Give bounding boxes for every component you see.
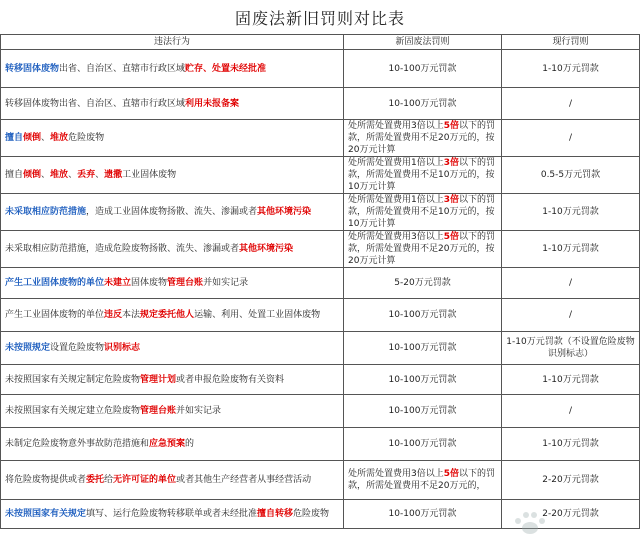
highlighted-text-segment: 违反 xyxy=(104,310,123,320)
current-penalty-cell: 2-20万元罚款 xyxy=(502,461,640,500)
table-row xyxy=(1,157,640,194)
table-row xyxy=(1,194,640,231)
new-penalty-cell: 10-100万元罚款 xyxy=(344,428,502,461)
highlighted-text-segment: 转移固体废物 xyxy=(5,63,60,74)
text-segment: 以下的罚款，所需处置费用不足10万元的，按10万元计算 xyxy=(348,195,496,229)
highlighted-text-segment: 遗撒 xyxy=(104,170,123,180)
current-penalty-cell: / xyxy=(502,299,640,332)
text-segment: 处所需处置费用3倍以上 xyxy=(348,232,444,242)
new-penalty-cell: 10-100万元罚款 xyxy=(344,299,502,332)
new-penalty-cell xyxy=(344,231,502,268)
text-segment: 、 xyxy=(41,133,51,143)
behavior-cell xyxy=(1,428,344,461)
behavior-cell xyxy=(1,157,344,194)
text-segment: 以下的罚款，所需处置费用不足20万元的， xyxy=(348,469,496,491)
highlighted-text-segment: 利用未报备案 xyxy=(185,98,240,109)
text-segment: 处所需处置费用3倍以上 xyxy=(348,469,444,479)
table-row xyxy=(1,299,640,332)
behavior-cell xyxy=(1,461,344,500)
highlighted-text-segment: 管理台账 xyxy=(140,406,177,416)
new-penalty-cell: 10-100万元罚款 xyxy=(344,395,502,428)
highlighted-text-segment: 倾倒 xyxy=(23,170,42,180)
highlighted-text-segment: 未按照规定 xyxy=(5,343,51,353)
text-segment: 固体废物 xyxy=(131,278,168,288)
text-segment: 将危险废物提供或者 xyxy=(5,475,87,485)
highlighted-text-segment: 无许可证的单位 xyxy=(113,475,177,485)
current-penalty-cell: / xyxy=(502,120,640,157)
text-segment: 或者申报危险废物有关资料 xyxy=(176,374,285,385)
behavior-cell xyxy=(1,299,344,332)
behavior-cell xyxy=(1,231,344,268)
text-segment: ，造成工业固体废物扬散、流失、渗漏或者 xyxy=(86,207,258,217)
behavior-cell xyxy=(1,395,344,428)
current-penalty-cell: 0.5-5万元罚款 xyxy=(502,157,640,194)
highlighted-text-segment: 规定委托他人 xyxy=(140,310,195,320)
text-segment: 未采取相应防范措施，造成危险废物扬散、流失、渗漏或者 xyxy=(5,244,240,254)
table-row xyxy=(1,332,640,365)
table-row xyxy=(1,461,640,500)
text-segment: 擅自 xyxy=(5,170,24,180)
highlighted-text-segment: 3倍 xyxy=(443,195,459,205)
text-segment: 以下的罚款，所需处置费用不足20万元的，按20万元计算 xyxy=(348,121,496,155)
text-segment: 处所需处置费用3倍以上 xyxy=(348,121,444,131)
highlighted-text-segment: 3倍 xyxy=(443,158,459,168)
text-segment: 以下的罚款，所需处置费用不足10万元的，按10万元计算 xyxy=(348,158,496,192)
text-segment: 、 xyxy=(68,170,78,180)
table-body xyxy=(1,50,640,529)
header-new-penalty: 新固废法罚则 xyxy=(344,35,502,50)
current-penalty-cell: / xyxy=(502,88,640,120)
new-penalty-cell: 5-20万元罚款 xyxy=(344,268,502,299)
baidu-watermark-logo xyxy=(506,501,626,539)
text-segment: 填写、运行危险废物转移联单或者未经批准 xyxy=(86,509,258,519)
highlighted-text-segment: 贮存、处置未经批准 xyxy=(185,63,267,74)
highlighted-text-segment: 未按照国家有关规定 xyxy=(5,509,87,519)
text-segment: 危险废物 xyxy=(68,133,105,143)
behavior-cell xyxy=(1,332,344,365)
current-penalty-cell: / xyxy=(502,268,640,299)
text-segment: 、 xyxy=(95,170,105,180)
table-row xyxy=(1,395,640,428)
table-row xyxy=(1,231,640,268)
text-segment: 转移固体废物出省、自治区、直辖市行政区域 xyxy=(5,98,186,109)
current-penalty-cell: 1-10万元罚款 xyxy=(502,50,640,88)
behavior-cell xyxy=(1,365,344,395)
current-penalty-cell: 1-10万元罚款 xyxy=(502,231,640,268)
highlighted-text-segment: 5倍 xyxy=(443,232,459,242)
header-behavior: 违法行为 xyxy=(1,35,344,50)
highlighted-text-segment: 未建立 xyxy=(104,278,132,288)
highlighted-text-segment: 其他环境污染 xyxy=(239,244,294,254)
highlighted-text-segment: 擅自 xyxy=(5,133,24,143)
current-penalty-cell: / xyxy=(502,395,640,428)
highlighted-text-segment: 未采取相应防范措施 xyxy=(5,207,87,217)
text-segment: 运输、利用、处置工业固体废物 xyxy=(194,310,321,320)
highlighted-text-segment: 擅自转移 xyxy=(257,509,294,519)
highlighted-text-segment: 5倍 xyxy=(443,469,459,479)
new-penalty-cell: 10-100万元罚款 xyxy=(344,365,502,395)
table-row xyxy=(1,120,640,157)
text-segment: 处所需处置费用1倍以上 xyxy=(348,158,444,168)
page-title: 固废法新旧罚则对比表 xyxy=(234,8,405,28)
table-header-row xyxy=(1,35,640,50)
current-penalty-cell: 1-10万元罚款 xyxy=(502,428,640,461)
text-segment: 、 xyxy=(41,170,51,180)
highlighted-text-segment: 识别标志 xyxy=(104,343,141,353)
text-segment: 以下的罚款，所需处置费用不足20万元的，按20万元计算 xyxy=(348,232,496,266)
text-segment: 的 xyxy=(185,439,195,449)
header-current-penalty: 现行罚则 xyxy=(502,35,640,50)
text-segment: 并如实记录 xyxy=(203,278,249,288)
highlighted-text-segment: 产生工业固体废物的单位 xyxy=(5,278,105,288)
highlighted-text-segment: 委托 xyxy=(86,475,105,485)
highlighted-text-segment: 应急预案 xyxy=(149,439,186,449)
behavior-cell xyxy=(1,50,344,88)
text-segment: 给 xyxy=(104,475,114,485)
highlighted-text-segment: 管理台账 xyxy=(167,278,204,288)
new-penalty-cell xyxy=(344,461,502,500)
behavior-cell xyxy=(1,120,344,157)
text-segment: 危险废物 xyxy=(293,509,330,519)
highlighted-text-segment: 丢弃 xyxy=(77,170,96,180)
behavior-cell xyxy=(1,194,344,231)
table-row xyxy=(1,50,640,88)
highlighted-text-segment: 倾倒 xyxy=(23,133,42,143)
text-segment: 未按照国家有关规定制定危险废物 xyxy=(5,374,141,385)
current-penalty-cell: 1-10万元罚款（不设置危险废物识别标志） xyxy=(502,332,640,365)
new-penalty-cell xyxy=(344,120,502,157)
new-penalty-cell: 10-100万元罚款 xyxy=(344,332,502,365)
penalty-comparison-table xyxy=(0,34,640,529)
text-segment: 处所需处置费用1倍以上 xyxy=(348,195,444,205)
behavior-cell xyxy=(1,88,344,120)
new-penalty-cell xyxy=(344,157,502,194)
current-penalty-cell: 1-10万元罚款 xyxy=(502,194,640,231)
text-segment: 产生工业固体废物的单位 xyxy=(5,310,105,320)
table-row xyxy=(1,428,640,461)
text-segment: 工业固体废物 xyxy=(122,170,177,180)
text-segment: 并如实记录 xyxy=(176,406,222,416)
highlighted-text-segment: 其他环境污染 xyxy=(257,207,312,217)
table-row xyxy=(1,268,640,299)
highlighted-text-segment: 堆放 xyxy=(50,170,69,180)
text-segment: 设置危险废物 xyxy=(50,343,105,353)
new-penalty-cell xyxy=(344,194,502,231)
new-penalty-cell: 10-100万元罚款 xyxy=(344,500,502,529)
highlighted-text-segment: 管理计划 xyxy=(140,374,177,385)
text-segment: 未制定危险废物意外事故防范措施和 xyxy=(5,439,150,449)
behavior-cell xyxy=(1,268,344,299)
text-segment: 或者其他生产经营者从事经营活动 xyxy=(176,475,312,485)
new-penalty-cell: 10-100万元罚款 xyxy=(344,50,502,88)
new-penalty-cell: 10-100万元罚款 xyxy=(344,88,502,120)
current-penalty-cell: 2-20万元罚款 xyxy=(502,500,640,529)
text-segment: 本法 xyxy=(122,310,141,320)
behavior-cell xyxy=(1,500,344,529)
text-segment: 出省、自治区、直辖市行政区域 xyxy=(59,63,186,74)
highlighted-text-segment: 5倍 xyxy=(443,121,459,131)
text-segment: 未按照国家有关规定建立危险废物 xyxy=(5,406,141,416)
table-row xyxy=(1,88,640,120)
highlighted-text-segment: 堆放 xyxy=(50,133,69,143)
table-row xyxy=(1,365,640,395)
current-penalty-cell: 1-10万元罚款 xyxy=(502,365,640,395)
